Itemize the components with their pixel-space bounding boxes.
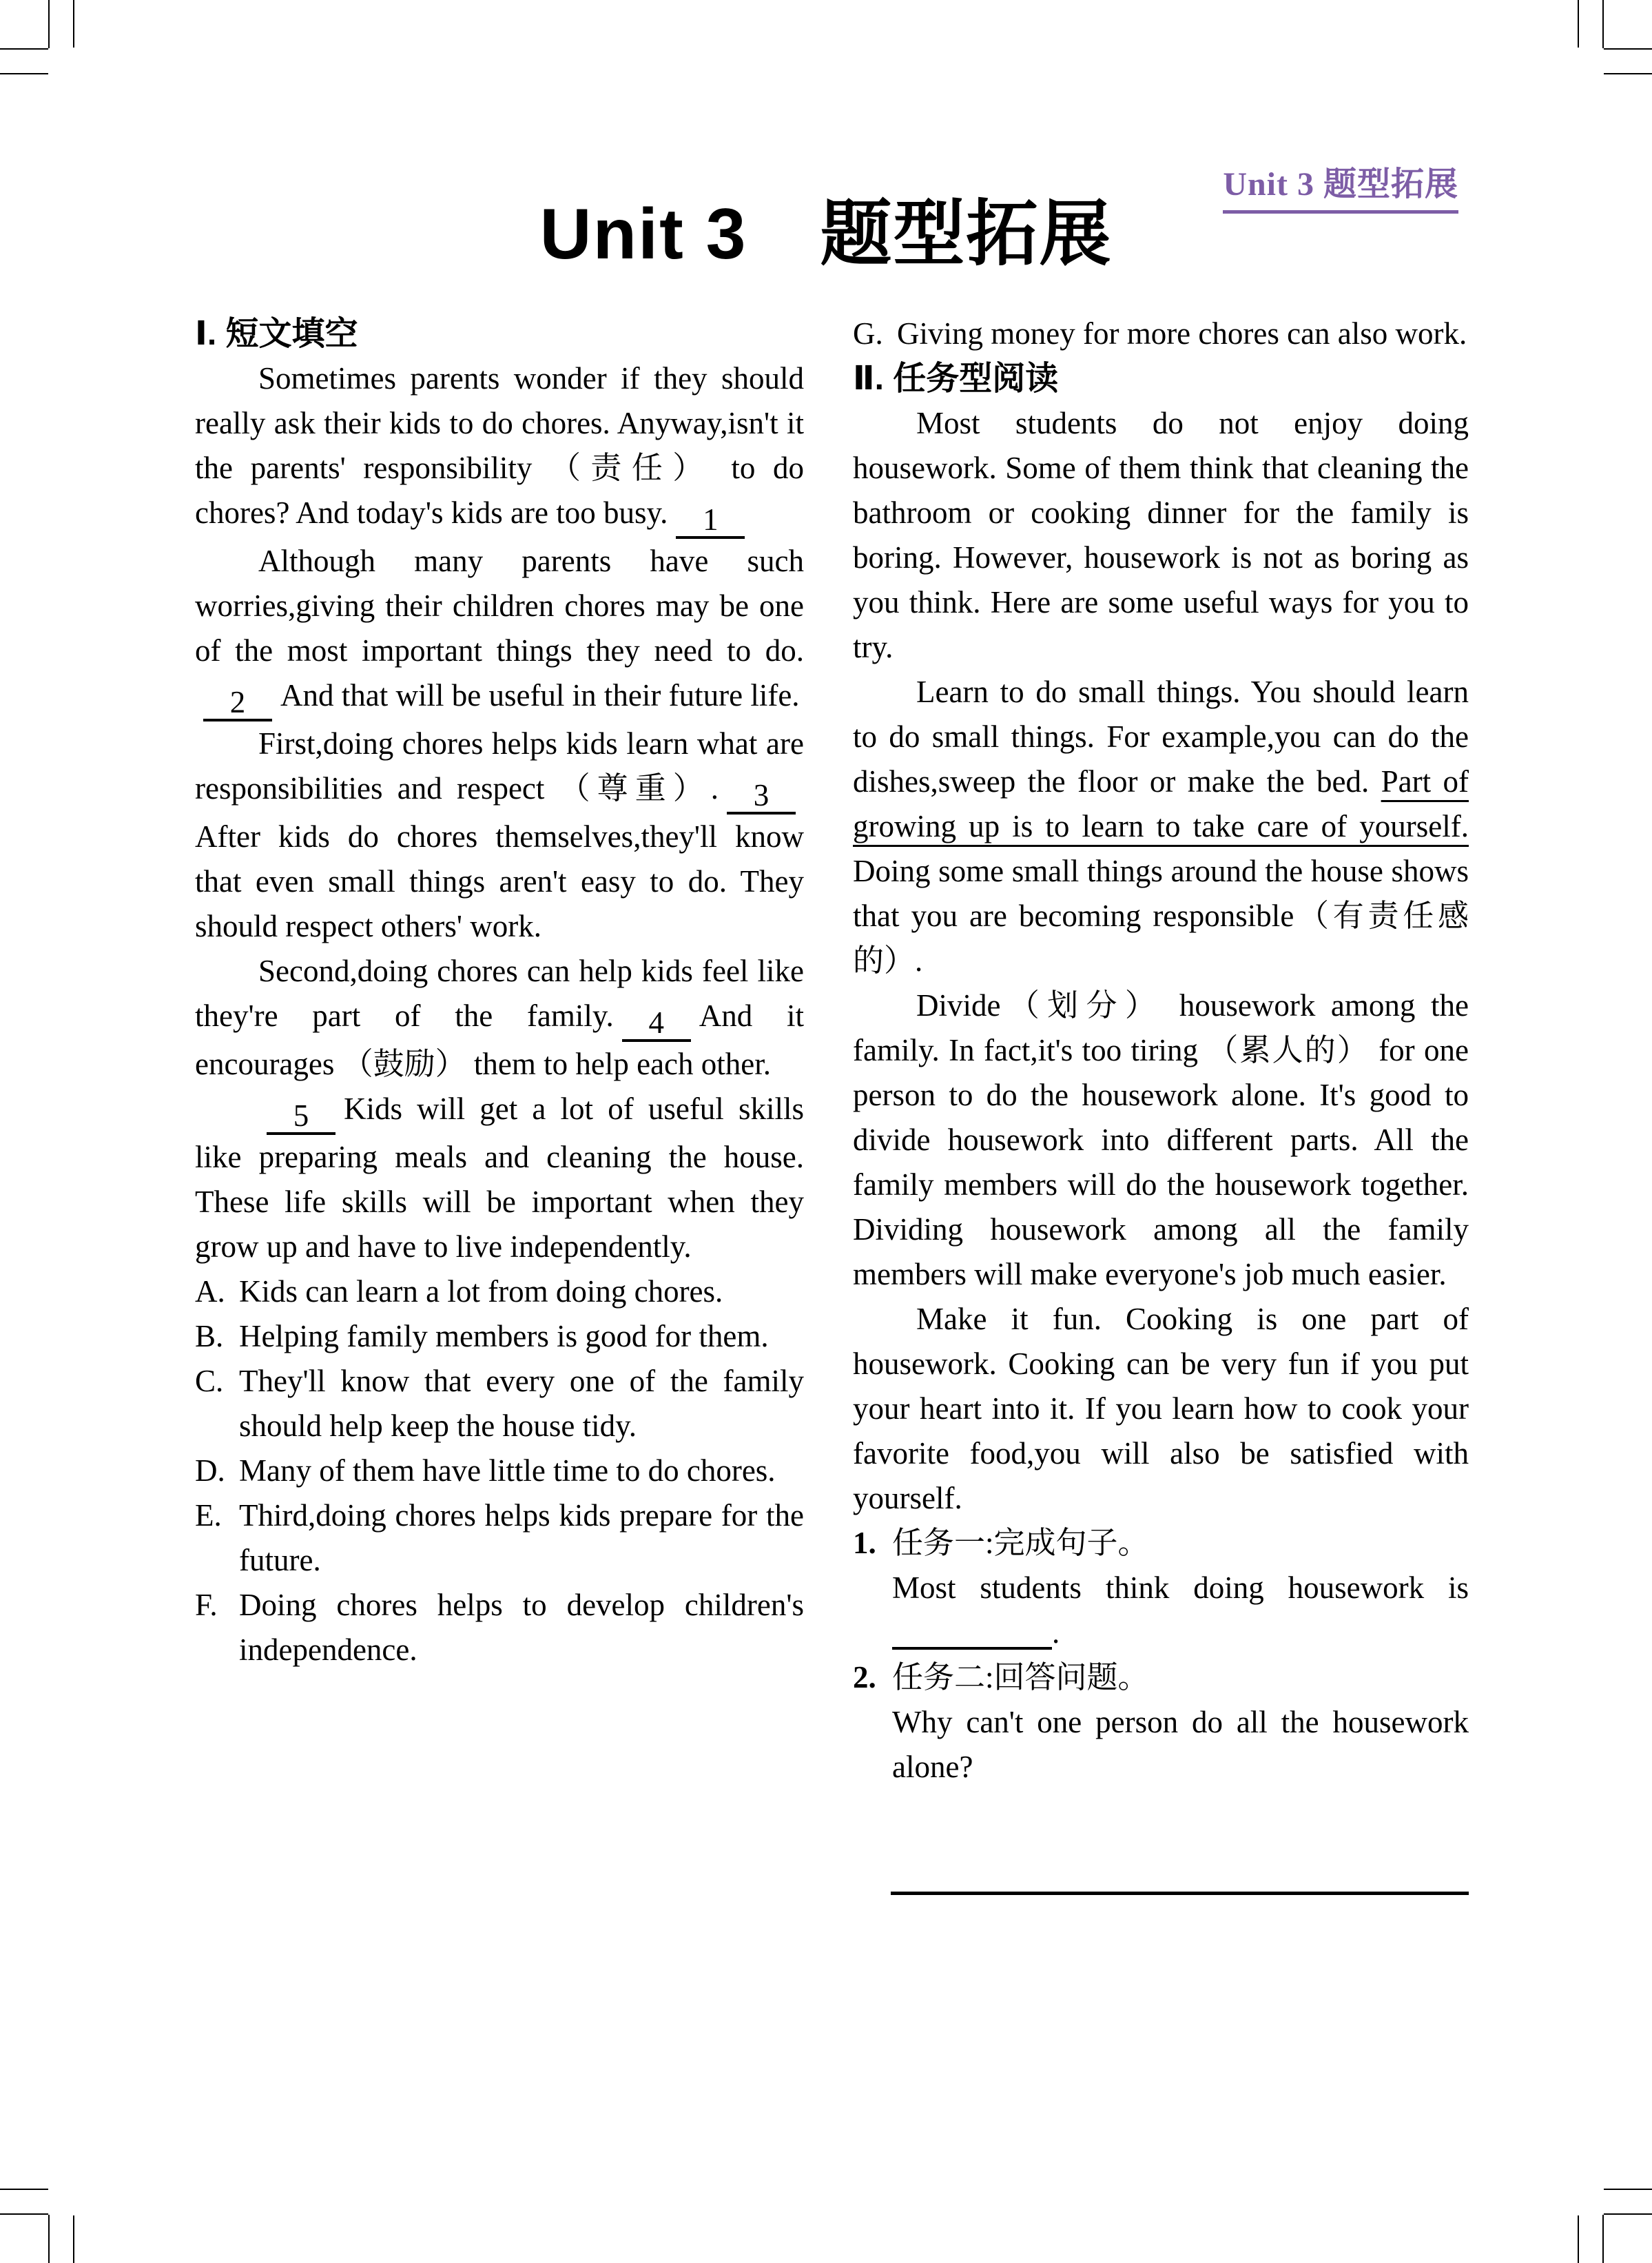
option-letter: B. bbox=[195, 1319, 224, 1353]
option-letter: A. bbox=[195, 1274, 225, 1309]
task1-label: 任务一:完成句子。 bbox=[892, 1526, 1149, 1560]
task1-stem bbox=[853, 1566, 1469, 1655]
paragraph-text: First,doing chores helps kids learn what are responsibilities and respect （尊重）. bbox=[195, 726, 804, 806]
underlined-sentence: Part of growing up is to learn to take care of yourself. bbox=[853, 764, 1469, 843]
task2-number: 2. bbox=[853, 1660, 876, 1694]
option-A bbox=[195, 1269, 804, 1314]
numbered-blank-3: 3 bbox=[727, 779, 796, 815]
option-text: Giving money for more chores can also work. bbox=[897, 316, 1467, 351]
task2-heading bbox=[853, 1655, 1469, 1700]
numbered-blank-5: 5 bbox=[267, 1099, 335, 1135]
passage1-paragraph-1 bbox=[195, 356, 804, 539]
paragraph-text: And it encourages （鼓励） them to help each other. bbox=[195, 999, 804, 1081]
option-text: Helping family members is good for them. bbox=[239, 1319, 769, 1353]
option-E bbox=[195, 1493, 804, 1583]
paragraph-text: Kids will get a lot of useful skills like preparing meals and cleaning the house. These life skills will be important when they grow up and have to live independently. bbox=[195, 1092, 804, 1264]
passage2-paragraph-2 bbox=[853, 670, 1469, 983]
task1-number: 1. bbox=[853, 1526, 876, 1560]
option-C bbox=[195, 1359, 804, 1448]
paragraph-text: Second,doing chores can help kids feel like they're part of the family. bbox=[195, 954, 804, 1033]
section2-heading: Ⅱ. 任务型阅读 bbox=[853, 360, 1059, 397]
running-header: Unit 3 题型拓展 bbox=[1223, 157, 1458, 214]
task2-question: Why can't one person do all the housework alone? bbox=[892, 1705, 1469, 1784]
left-column bbox=[195, 311, 804, 1672]
option-F bbox=[195, 1583, 804, 1672]
option-letter: C. bbox=[195, 1364, 224, 1398]
task2-label: 任务二:回答问题。 bbox=[892, 1660, 1149, 1694]
paragraph-text: Learn to do small things. You should learn to do small things. For example,you can do the dishes,sweep the floor or make the bed. bbox=[853, 675, 1469, 799]
passage1-paragraph-4 bbox=[195, 949, 804, 1087]
answer-blank bbox=[892, 1619, 1052, 1650]
answer-line bbox=[891, 1892, 1469, 1895]
passage2-paragraph-4: Make it fun. Cooking is one part of housework. Cooking can be very fun if you put your heart into it. If you learn how to cook your favorite food,you will also be satisfied with yourself. bbox=[853, 1302, 1469, 1515]
passage1-paragraph-3 bbox=[195, 721, 804, 949]
option-letter: G. bbox=[853, 316, 883, 351]
option-B bbox=[195, 1314, 804, 1359]
option-letter: D. bbox=[195, 1453, 225, 1488]
stem-text: Most students think doing housework is bbox=[892, 1570, 1469, 1605]
passage1-paragraph-2 bbox=[195, 539, 804, 721]
paragraph-text: After kids do chores themselves,they'll know that even small things aren't easy to do. They should respect others' work. bbox=[195, 819, 804, 943]
right-column bbox=[853, 311, 1469, 1895]
passage1-paragraph-5 bbox=[195, 1087, 804, 1269]
paragraph-text: Sometimes parents wonder if they should really ask their kids to do chores. Anyway,isn't it the parents' responsibility （责任） to do chores? And today's kids are too busy. bbox=[195, 361, 804, 530]
numbered-blank-4: 4 bbox=[622, 1006, 691, 1042]
page-title: Unit 3 题型拓展 bbox=[539, 194, 1113, 274]
option-text: Many of them have little time to do chores. bbox=[239, 1453, 776, 1488]
passage2-paragraph-3: Divide（划分） housework among the family. In fact,it's too tiring （累人的） for one person to do the housework alone. It's good to divide housework into different parts. All the family members will do the housework together. Dividing housework among all the family members will make everyone's job much easier. bbox=[853, 988, 1469, 1291]
option-text: Doing chores helps to develop children's independence. bbox=[239, 1588, 804, 1667]
option-list bbox=[195, 1269, 804, 1672]
task1-heading bbox=[853, 1521, 1469, 1566]
option-text: They'll know that every one of the family should help keep the house tidy. bbox=[239, 1364, 804, 1443]
option-text: Kids can learn a lot from doing chores. bbox=[239, 1274, 723, 1309]
option-text: Third,doing chores helps kids prepare for the future. bbox=[239, 1498, 804, 1577]
passage2-paragraph-1: Most students do not enjoy doing housework. Some of them think that cleaning the bathroom or cooking dinner for the family is boring. However, housework is not as boring as you think. Here are some useful ways for you to try. bbox=[853, 406, 1469, 664]
numbered-blank-2: 2 bbox=[203, 686, 272, 721]
paragraph-text: Although many parents have such worries,giving their children chores may be one of the most important things they need to do. bbox=[195, 544, 804, 668]
option-letter: E. bbox=[195, 1498, 222, 1533]
section1-heading: Ⅰ. 短文填空 bbox=[195, 316, 358, 352]
option-D bbox=[195, 1448, 804, 1493]
stem-text: . bbox=[1052, 1615, 1060, 1650]
option-G bbox=[853, 311, 1469, 356]
paragraph-text: And that will be useful in their future life. bbox=[280, 678, 800, 713]
numbered-blank-1: 1 bbox=[676, 503, 745, 539]
option-letter: F. bbox=[195, 1588, 218, 1622]
paragraph-text: Doing some small things around the house shows that you are becoming responsible（有责任感的）. bbox=[853, 854, 1469, 978]
